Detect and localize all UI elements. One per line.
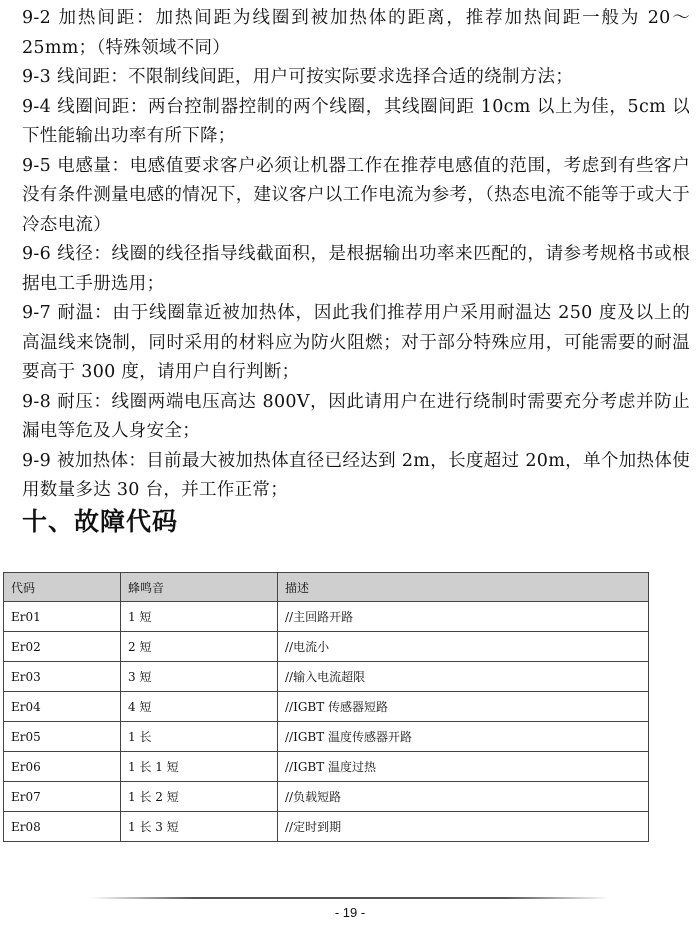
cell-beep: 1 长 3 短 xyxy=(121,812,278,842)
paragraph-temperature-rating: 9-7 耐温：由于线圈靠近被加热体，因此我们推荐用户采用耐温达 250 度及以上的高温线来饶制，同时采用的材料应为防火阻燃；对于部分特殊应用，可能需要的耐温要高于 300 度，请用户自行判断； xyxy=(22,303,690,382)
cell-code: Er03 xyxy=(4,662,121,692)
cell-description: //负载短路 xyxy=(278,782,649,812)
cell-code: Er04 xyxy=(4,692,121,722)
cell-code: Er06 xyxy=(4,752,121,782)
paragraph-coil-spacing: 9-4 线圈间距：两台控制器控制的两个线圈，其线圈间距 10cm 以上为佳，5cm 以下性能输出功率有所下降； xyxy=(22,96,690,146)
page-number: - 19 - xyxy=(334,905,366,920)
header-beep: 蜂鸣音 xyxy=(121,573,278,602)
paragraph-heated-object: 9-9 被加热体：目前最大被加热体直径已经达到 2m，长度超过 20m，单个加热体使用数量多达 30 台，并工作正常； xyxy=(22,450,690,500)
paragraph-wire-spacing: 9-3 线间距：不限制线间距，用户可按实际要求选择合适的绕制方法； xyxy=(22,67,574,87)
cell-beep: 4 短 xyxy=(121,692,278,722)
cell-description: //主回路开路 xyxy=(278,602,649,632)
table-header-row xyxy=(4,573,649,602)
paragraph-wire-gauge: 9-6 线径：线圈的线径指导线截面积，是根据输出功率来匹配的，请参考规格书或根据电工手册选用； xyxy=(22,244,690,294)
table-row xyxy=(4,662,649,692)
cell-beep: 1 长 1 短 xyxy=(121,752,278,782)
cell-description: //输入电流超限 xyxy=(278,662,649,692)
paragraph-inductance: 9-5 电感量：电感值要求客户必须让机器工作在推荐电感值的范围，考虑到有些客户没有条件测量电感的情况下，建议客户以工作电流为参考，（热态电流不能等于或大于冷态电流） xyxy=(22,155,690,235)
table-row xyxy=(4,812,649,842)
cell-code: Er01 xyxy=(4,602,121,632)
cell-description: //电流小 xyxy=(278,632,649,662)
table-row xyxy=(4,602,649,632)
fault-code-table xyxy=(3,572,649,842)
header-description: 描述 xyxy=(278,573,649,602)
cell-beep: 1 短 xyxy=(121,602,278,632)
table-row xyxy=(4,722,649,752)
cell-beep: 2 短 xyxy=(121,632,278,662)
cell-description: //IGBT 温度传感器开路 xyxy=(278,722,649,752)
table-row xyxy=(4,752,649,782)
paragraph-voltage-rating: 9-8 耐压：线圈两端电压高达 800V，因此请用户在进行绕制时需要充分考虑并防止漏电等危及人身安全； xyxy=(22,391,690,441)
table-row xyxy=(4,782,649,812)
cell-description: //定时到期 xyxy=(278,812,649,842)
cell-code: Er08 xyxy=(4,812,121,842)
cell-beep: 1 长 2 短 xyxy=(121,782,278,812)
cell-description: //IGBT 温度过热 xyxy=(278,752,649,782)
cell-code: Er07 xyxy=(4,782,121,812)
body-text xyxy=(22,4,690,506)
table-row xyxy=(4,692,649,722)
footer-divider xyxy=(90,897,610,899)
table-row xyxy=(4,632,649,662)
cell-beep: 3 短 xyxy=(121,662,278,692)
cell-code: Er05 xyxy=(4,722,121,752)
cell-code: Er02 xyxy=(4,632,121,662)
paragraph-heating-gap: 9-2 加热间距：加热间距为线圈到被加热体的距离，推荐加热间距一般为 20～25mm；（特殊领域不同） xyxy=(22,8,690,58)
header-code: 代码 xyxy=(4,573,121,602)
cell-beep: 1 长 xyxy=(121,722,278,752)
section-heading: 十、故障代码 xyxy=(22,507,179,536)
cell-description: //IGBT 传感器短路 xyxy=(278,692,649,722)
